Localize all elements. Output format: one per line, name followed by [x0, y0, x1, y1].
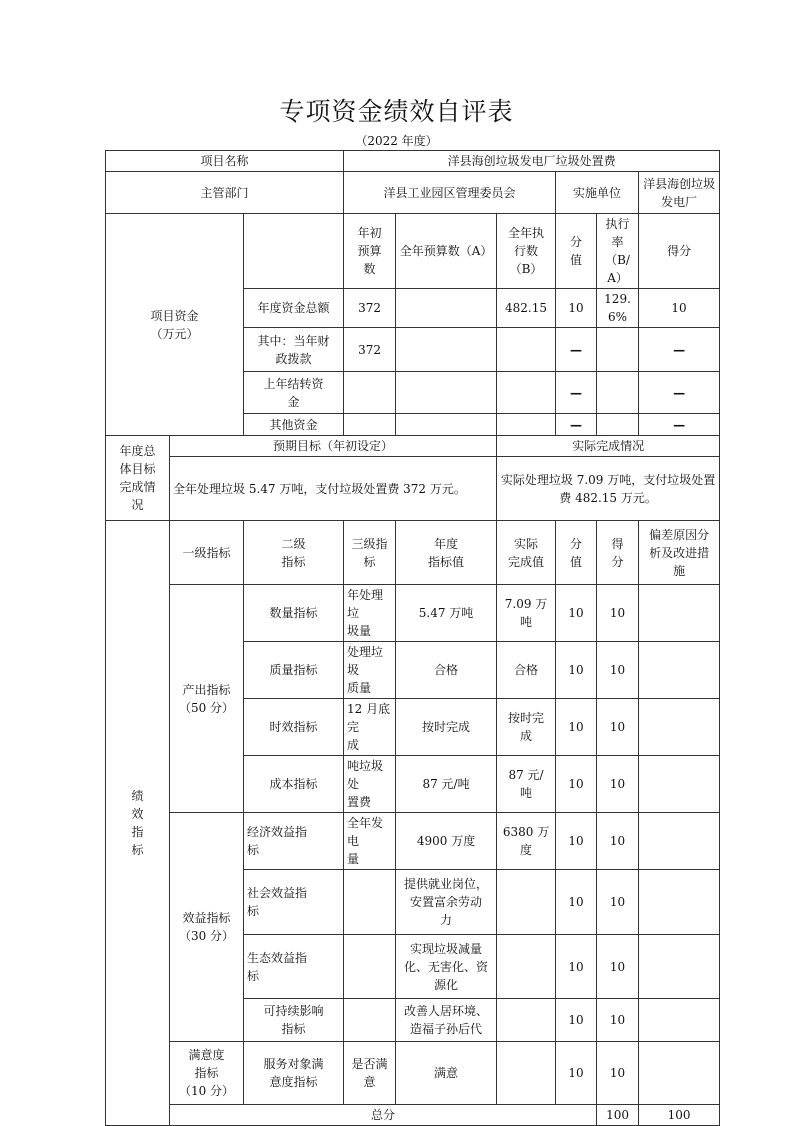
indicator-level3 [344, 999, 396, 1042]
funds-row-score-value: — [556, 328, 597, 372]
indicator-deviation [639, 699, 720, 756]
total-score: 100 [639, 1105, 720, 1126]
indicator-level3 [344, 870, 396, 935]
goals-expected-header: 预期目标（年初设定） [170, 436, 497, 457]
document-year: （2022 年度） [355, 134, 438, 148]
funds-row-rate [597, 328, 639, 372]
indicators-header-actual: 实际 完成值 [497, 521, 556, 585]
indicator-deviation [639, 1042, 720, 1105]
indicator-score-value: 10 [556, 935, 597, 999]
indicator-row [106, 585, 720, 642]
indicator-level2: 数量指标 [244, 585, 344, 642]
funds-row-rate: 129.6% [597, 289, 639, 328]
indicator-actual [497, 1042, 556, 1105]
funds-header-executed: 全年执 行数 （B） [497, 214, 556, 289]
funds-row-initial [344, 414, 396, 436]
indicators-header-deviation: 偏差原因分 析及改进措 施 [639, 521, 720, 585]
funds-row-full-year [396, 289, 497, 328]
indicators-header-level3: 三级指标 [344, 521, 396, 585]
funds-row-score-value: — [556, 372, 597, 414]
indicator-level3: 吨垃圾处 置费 [344, 756, 396, 813]
implementing-unit-value: 洋县海创垃圾发电厂 [639, 172, 720, 214]
satisfaction-indicators-label: 满意度 指标 （10 分） [170, 1042, 244, 1105]
funds-row-initial [344, 372, 396, 414]
indicators-header-level2: 二级 指标 [244, 521, 344, 585]
funds-row-executed [497, 328, 556, 372]
funds-row-full-year [396, 328, 497, 372]
funds-header-initial: 年初 预算 数 [344, 214, 396, 289]
funds-section-label: 项目资金 （万元） [106, 214, 244, 436]
indicator-actual: 6380 万 度 [497, 813, 556, 870]
funds-row-full-year [396, 414, 497, 436]
indicator-level2: 经济效益指 标 [244, 813, 344, 870]
indicators-header-row [106, 521, 720, 585]
indicator-score-value: 10 [556, 813, 597, 870]
total-row [106, 1105, 720, 1126]
indicator-score-value: 10 [556, 999, 597, 1042]
total-label: 总分 [170, 1105, 597, 1126]
indicator-score: 10 [597, 585, 639, 642]
indicator-level2: 质量指标 [244, 642, 344, 699]
indicator-actual: 按时完 成 [497, 699, 556, 756]
funds-row-score: 10 [639, 289, 720, 328]
funds-row-score-value: — [556, 414, 597, 436]
total-score-value: 100 [597, 1105, 639, 1126]
project-name-row [106, 151, 720, 172]
indicators-header-annual: 年度 指标值 [396, 521, 497, 585]
indicator-score-value: 10 [556, 642, 597, 699]
funds-row-executed: 482.15 [497, 289, 556, 328]
output-indicators-label: 产出指标 （50 分） [170, 585, 244, 813]
funds-row-score: — [639, 328, 720, 372]
implementing-unit-label: 实施单位 [556, 172, 639, 214]
indicator-level2: 生态效益指 标 [244, 935, 344, 999]
department-row [106, 172, 720, 214]
indicator-annual: 4900 万度 [396, 813, 497, 870]
funds-row-full-year [396, 372, 497, 414]
indicators-header-level1: 一级指标 [170, 521, 244, 585]
indicator-actual: 7.09 万 吨 [497, 585, 556, 642]
goals-header-row [106, 436, 720, 457]
funds-row-initial: 372 [344, 289, 396, 328]
indicator-score-value: 10 [556, 699, 597, 756]
indicator-actual [497, 870, 556, 935]
funds-header-row [106, 214, 720, 289]
indicator-annual: 提供就业岗位， 安置富余劳动 力 [396, 870, 497, 935]
indicator-deviation [639, 935, 720, 999]
funds-row-rate [597, 414, 639, 436]
funds-row-executed [497, 372, 556, 414]
funds-row-score: — [639, 414, 720, 436]
indicator-level3: 全年发电 量 [344, 813, 396, 870]
indicator-deviation [639, 642, 720, 699]
indicator-level3: 年处理垃 圾量 [344, 585, 396, 642]
self-evaluation-table [105, 150, 720, 1126]
indicator-level3 [344, 935, 396, 999]
indicator-level2: 服务对象满 意度指标 [244, 1042, 344, 1105]
indicator-actual: 87 元/ 吨 [497, 756, 556, 813]
department-label: 主管部门 [106, 172, 344, 214]
indicator-score-value: 10 [556, 1042, 597, 1105]
indicator-level2: 时效指标 [244, 699, 344, 756]
indicator-level3: 处理垃圾 质量 [344, 642, 396, 699]
indicator-row [106, 813, 720, 870]
funds-row-score-value: 10 [556, 289, 597, 328]
indicator-level2: 成本指标 [244, 756, 344, 813]
goals-label: 年度总 体目标 完成情 况 [106, 436, 170, 521]
indicator-score-value: 10 [556, 870, 597, 935]
goals-content-row [106, 457, 720, 521]
indicator-score-value: 10 [556, 585, 597, 642]
indicator-annual: 按时完成 [396, 699, 497, 756]
funds-row-label: 年度资金总额 [244, 289, 344, 328]
indicator-level2: 可持续影响 指标 [244, 999, 344, 1042]
indicator-annual: 5.47 万吨 [396, 585, 497, 642]
indicator-score: 10 [597, 1042, 639, 1105]
indicators-section-label: 绩 效 指 标 [106, 521, 170, 1126]
indicator-annual: 改善人居环境、 造福子孙后代 [396, 999, 497, 1042]
funds-row-executed [497, 414, 556, 436]
indicator-score: 10 [597, 935, 639, 999]
indicator-actual [497, 935, 556, 999]
indicators-header-score-value: 分 值 [556, 521, 597, 585]
indicator-score: 10 [597, 870, 639, 935]
funds-row-score: — [639, 372, 720, 414]
goals-expected-text: 全年处理垃圾 5.47 万吨，支付垃圾处置费 372 万元。 [170, 457, 497, 521]
funds-row-label: 其他资金 [244, 414, 344, 436]
indicator-level3: 12 月底完 成 [344, 699, 396, 756]
document-title: 专项资金绩效自评表 [279, 97, 514, 126]
indicator-annual: 实现垃圾减量 化、无害化、资 源化 [396, 935, 497, 999]
funds-header-blank [244, 214, 344, 289]
indicator-deviation [639, 999, 720, 1042]
indicator-score-value: 10 [556, 756, 597, 813]
indicator-level2: 社会效益指 标 [244, 870, 344, 935]
funds-header-score: 得分 [639, 214, 720, 289]
indicator-annual: 87 元/吨 [396, 756, 497, 813]
goals-actual-text: 实际处理垃圾 7.09 万吨，支付垃圾处置费 482.15 万元。 [497, 457, 720, 521]
goals-actual-header: 实际完成情况 [497, 436, 720, 457]
indicators-header-score: 得 分 [597, 521, 639, 585]
indicator-deviation [639, 813, 720, 870]
indicator-actual: 合格 [497, 642, 556, 699]
funds-row-rate [597, 372, 639, 414]
indicator-annual: 满意 [396, 1042, 497, 1105]
funds-row-label: 上年结转资 金 [244, 372, 344, 414]
indicator-actual [497, 999, 556, 1042]
indicator-score: 10 [597, 999, 639, 1042]
indicator-deviation [639, 756, 720, 813]
department-value: 洋县工业园区管理委员会 [344, 172, 556, 214]
funds-row-label: 其中：当年财 政拨款 [244, 328, 344, 372]
indicator-deviation [639, 585, 720, 642]
funds-row-initial: 372 [344, 328, 396, 372]
funds-header-rate: 执行率 （B/A） [597, 214, 639, 289]
indicator-score: 10 [597, 642, 639, 699]
indicator-score: 10 [597, 699, 639, 756]
indicator-deviation [639, 870, 720, 935]
project-name-value: 洋县海创垃圾发电厂垃圾处置费 [344, 151, 720, 172]
benefit-indicators-label: 效益指标 （30 分） [170, 813, 244, 1042]
funds-header-full-year: 全年预算数（A） [396, 214, 497, 289]
indicator-row [106, 1042, 720, 1105]
indicator-score: 10 [597, 756, 639, 813]
funds-header-score-value: 分 值 [556, 214, 597, 289]
indicator-score: 10 [597, 813, 639, 870]
project-name-label: 项目名称 [106, 151, 344, 172]
indicator-annual: 合格 [396, 642, 497, 699]
indicator-level3: 是否满意 [344, 1042, 396, 1105]
